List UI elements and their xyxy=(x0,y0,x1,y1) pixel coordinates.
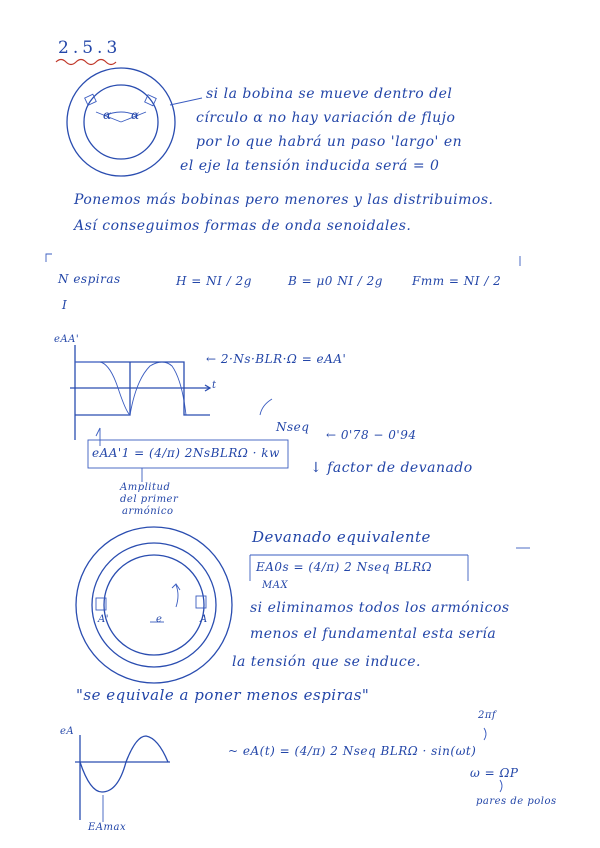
bracket-left xyxy=(46,254,52,262)
i-label: I xyxy=(62,298,68,312)
block3-line2: menos el fundamental esta sería xyxy=(250,626,497,642)
block2-line2: Así conseguimos formas de onda senoidales. xyxy=(74,218,412,234)
graph1-factor: ↓ factor de devanado xyxy=(310,460,473,476)
section-heading: 2.5.3 xyxy=(58,38,122,58)
amp-label-1: Amplitud xyxy=(120,482,171,493)
amp-label-2: del primer xyxy=(120,494,179,505)
block3-title: Devanado equivalente xyxy=(252,528,431,546)
graph2-eq: ~ eA(t) = (4/π) 2 Nseq BLRΩ · sin(ωt) xyxy=(228,744,477,758)
graph2-pares: pares de polos xyxy=(476,796,557,807)
block1-line3: por lo que habrá un paso 'largo' en xyxy=(196,134,463,150)
graph2-emax: EAmax xyxy=(88,822,127,833)
block3-eq-max: EA0s = (4/π) 2 Nseq BLRΩ xyxy=(256,560,433,574)
graph1-nseq: Nseq xyxy=(276,420,310,434)
block3-quote: "se equivale a poner menos espiras" xyxy=(76,686,370,704)
graph1-main-eq: eAA'1 = (4/π) 2NsBLRΩ · kw xyxy=(92,446,280,460)
graph1-y-label: eAA' xyxy=(54,334,80,345)
block2-line1: Ponemos más bobinas pero menores y las distribuimos. xyxy=(74,192,494,208)
graph2 xyxy=(75,728,502,822)
label-a-prime: A' xyxy=(98,614,109,625)
graph2-two-pi-f: 2πf xyxy=(478,710,497,721)
equivalent-winding-diagram xyxy=(76,527,232,683)
block3-line1: si eliminamos todos los armónicos xyxy=(250,600,510,616)
alpha-left: α xyxy=(103,108,112,122)
amp-label-3: armónico xyxy=(122,506,174,517)
heading-underline xyxy=(56,60,116,65)
graph2-y-label: eA xyxy=(60,726,75,737)
b-formula: B = μ0 NI / 2g xyxy=(288,274,383,288)
block1-line4: el eje la tensión inducida será = 0 xyxy=(180,158,440,174)
alpha-right: α xyxy=(131,108,140,122)
fmm-formula: Fmm = NI / 2 xyxy=(412,274,502,288)
block3-line3: la tensión que se induce. xyxy=(232,654,421,670)
graph1-range: ← 0'78 − 0'94 xyxy=(326,428,417,442)
h-formula: H = NI / 2g xyxy=(176,274,252,288)
block3-max-sub: MAX xyxy=(262,580,289,591)
graph1-right-eq: ← 2·Ns·BLR·Ω = eAA' xyxy=(206,352,347,366)
label-a: A xyxy=(200,614,208,625)
graph2-omega: ω = ΩP xyxy=(470,766,519,780)
n-espiras: N espiras xyxy=(58,272,121,286)
block1-line2: círculo α no hay variación de flujo xyxy=(196,110,456,126)
label-e: e xyxy=(156,614,163,625)
block1-line1: si la bobina se mueve dentro del xyxy=(206,86,453,102)
graph1-x-label: t xyxy=(212,380,217,391)
